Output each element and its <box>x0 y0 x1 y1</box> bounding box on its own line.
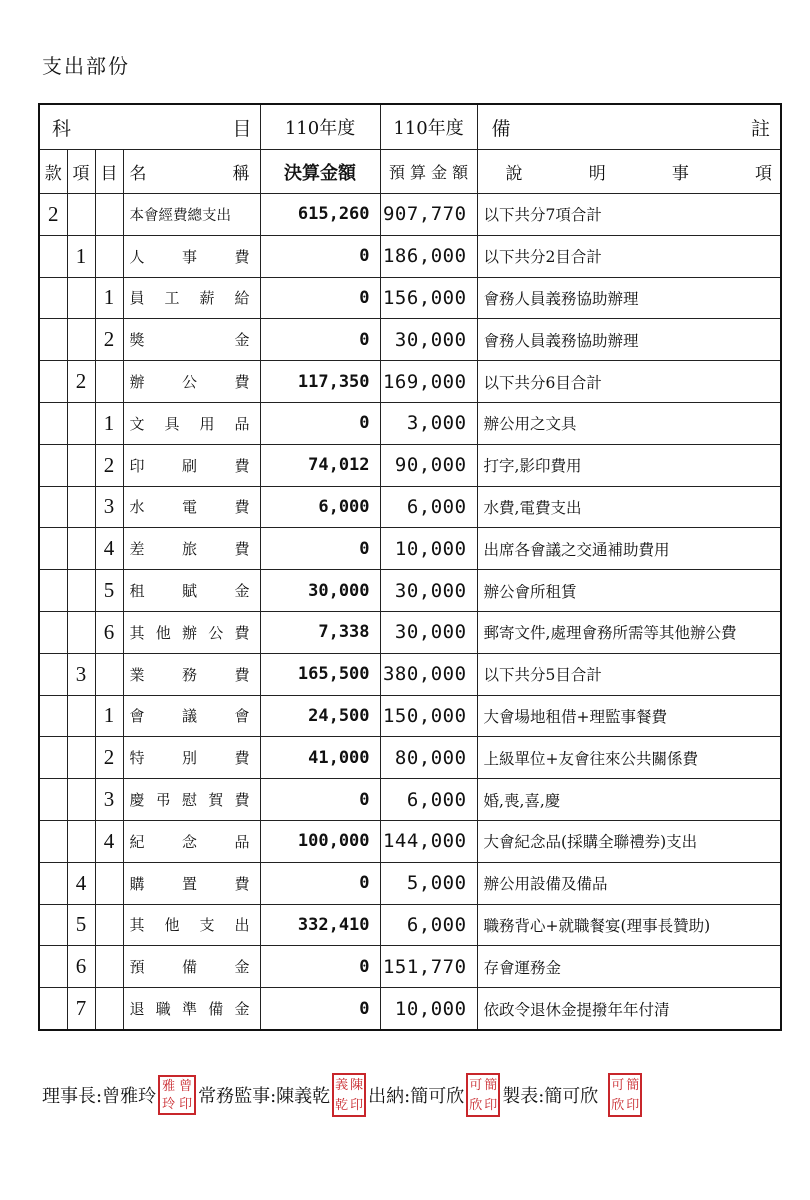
cell-name <box>123 486 260 528</box>
table-row <box>39 528 781 570</box>
cell-kuan <box>39 946 67 988</box>
table-row <box>39 444 781 486</box>
cell-final-amount: 74,012 <box>260 444 380 486</box>
cell-note: 依政令退休金提撥年年付清 <box>477 988 781 1030</box>
cell-final-amount: 6,000 <box>260 486 380 528</box>
header-row-1 <box>39 104 781 150</box>
cell-name-text: 會 議 會 <box>129 707 250 726</box>
preparer-seal-icon: 可 簡 欣 印 <box>608 1073 642 1117</box>
cell-mu: 5 <box>95 570 123 612</box>
table-row <box>39 779 781 821</box>
cell-xiang <box>67 611 95 653</box>
header-desc-4: 項 <box>755 164 772 184</box>
header-budget-amount: 預 算 金 額 <box>380 150 477 194</box>
cell-final-amount: 0 <box>260 946 380 988</box>
cell-xiang: 3 <box>67 653 95 695</box>
chairman-seal-icon: 雅 曾 玲 印 <box>158 1075 196 1115</box>
table-row <box>39 862 781 904</box>
cell-name <box>123 779 260 821</box>
cell-mu: 1 <box>95 402 123 444</box>
cell-name <box>123 988 260 1030</box>
table-row <box>39 277 781 319</box>
cell-budget-amount: 150,000 <box>380 695 477 737</box>
cell-xiang <box>67 570 95 612</box>
table-row <box>39 988 781 1030</box>
cell-kuan <box>39 235 67 277</box>
header-ke: 科 <box>52 117 72 140</box>
cell-final-amount: 0 <box>260 235 380 277</box>
cell-kuan <box>39 570 67 612</box>
header-desc <box>477 150 781 194</box>
cell-budget-amount: 169,000 <box>380 361 477 403</box>
cell-final-amount: 0 <box>260 862 380 904</box>
cell-mu: 4 <box>95 528 123 570</box>
cell-final-amount: 0 <box>260 988 380 1030</box>
cell-name <box>123 820 260 862</box>
cell-mu: 6 <box>95 611 123 653</box>
cell-note: 辦公用設備及備品 <box>477 862 781 904</box>
cell-budget-amount: 144,000 <box>380 820 477 862</box>
header-final-amount: 決算金額 <box>260 150 380 194</box>
table-row <box>39 611 781 653</box>
cell-name-text: 特 別 費 <box>129 749 250 768</box>
cell-xiang <box>67 820 95 862</box>
cell-name-text: 獎 金 <box>129 331 250 350</box>
cell-note: 上級單位+友會往來公共關係費 <box>477 737 781 779</box>
cell-kuan <box>39 277 67 319</box>
cell-budget-amount: 907,770 <box>380 194 477 236</box>
cell-budget-amount: 380,000 <box>380 653 477 695</box>
header-name-2: 稱 <box>232 164 250 184</box>
cell-mu <box>95 194 123 236</box>
cell-budget-amount: 30,000 <box>380 319 477 361</box>
cashier-seal-icon: 可 簡 欣 印 <box>466 1073 500 1117</box>
cell-note: 大會紀念品(採購全聯禮券)支出 <box>477 820 781 862</box>
cell-xiang <box>67 486 95 528</box>
cell-budget-amount: 30,000 <box>380 611 477 653</box>
cell-kuan <box>39 820 67 862</box>
cell-name <box>123 277 260 319</box>
cell-final-amount: 0 <box>260 277 380 319</box>
cell-mu: 3 <box>95 779 123 821</box>
cell-xiang: 1 <box>67 235 95 277</box>
page-title: 支出部份 <box>42 54 130 78</box>
cell-kuan <box>39 444 67 486</box>
cell-note: 會務人員義務協助辦理 <box>477 277 781 319</box>
cell-kuan <box>39 361 67 403</box>
cell-note: 以下共分2目合計 <box>477 235 781 277</box>
cell-name <box>123 862 260 904</box>
cell-xiang <box>67 695 95 737</box>
cell-mu <box>95 361 123 403</box>
cell-note: 大會場地租借+理監事餐費 <box>477 695 781 737</box>
cell-mu: 1 <box>95 277 123 319</box>
header-bei: 備 <box>491 117 511 140</box>
cell-budget-amount: 10,000 <box>380 528 477 570</box>
cell-final-amount: 100,000 <box>260 820 380 862</box>
cell-note: 以下共分6目合計 <box>477 361 781 403</box>
table-row <box>39 737 781 779</box>
cell-name <box>123 528 260 570</box>
header-desc-3: 事 <box>671 164 689 184</box>
header-name-1: 名 <box>129 164 147 184</box>
cell-mu: 2 <box>95 444 123 486</box>
cell-xiang <box>67 779 95 821</box>
cell-name <box>123 904 260 946</box>
cell-note: 婚,喪,喜,慶 <box>477 779 781 821</box>
cell-mu: 3 <box>95 486 123 528</box>
cell-xiang: 2 <box>67 361 95 403</box>
header-year-budget: 110年度 <box>380 104 477 150</box>
cell-final-amount: 0 <box>260 779 380 821</box>
table-row <box>39 319 781 361</box>
cell-final-amount: 24,500 <box>260 695 380 737</box>
cell-note: 以下共分5目合計 <box>477 653 781 695</box>
cell-name <box>123 361 260 403</box>
cell-kuan <box>39 319 67 361</box>
cell-name-text: 租 賦 金 <box>129 582 250 601</box>
cell-xiang <box>67 444 95 486</box>
cell-final-amount: 615,260 <box>260 194 380 236</box>
cell-name <box>123 402 260 444</box>
table-row <box>39 570 781 612</box>
cell-kuan <box>39 904 67 946</box>
cell-note: 郵寄文件,處理會務所需等其他辦公費 <box>477 611 781 653</box>
cell-name-text: 其 他 辦 公 費 <box>129 623 250 642</box>
cell-name <box>123 653 260 695</box>
cell-budget-amount: 151,770 <box>380 946 477 988</box>
cell-budget-amount: 6,000 <box>380 486 477 528</box>
cell-xiang: 7 <box>67 988 95 1030</box>
cell-name <box>123 611 260 653</box>
cell-mu <box>95 235 123 277</box>
cell-kuan: 2 <box>39 194 67 236</box>
cell-name <box>123 444 260 486</box>
cell-final-amount: 117,350 <box>260 361 380 403</box>
cell-mu <box>95 904 123 946</box>
cell-note: 辦公會所租賃 <box>477 570 781 612</box>
cell-note: 出席各會議之交通補助費用 <box>477 528 781 570</box>
cell-mu <box>95 653 123 695</box>
cell-name <box>123 319 260 361</box>
signature-line <box>42 1073 644 1117</box>
cell-budget-amount: 186,000 <box>380 235 477 277</box>
cell-note: 辦公用之文具 <box>477 402 781 444</box>
header-subject <box>39 104 260 150</box>
header-name <box>123 150 260 194</box>
cell-mu <box>95 862 123 904</box>
cell-budget-amount: 3,000 <box>380 402 477 444</box>
table-row <box>39 402 781 444</box>
cell-xiang: 6 <box>67 946 95 988</box>
cell-name <box>123 695 260 737</box>
cell-xiang <box>67 319 95 361</box>
table-row <box>39 946 781 988</box>
cell-mu: 2 <box>95 319 123 361</box>
cell-name-text: 其 他 支 出 <box>129 916 250 935</box>
cell-kuan <box>39 779 67 821</box>
header-mu: 目 <box>232 117 252 140</box>
cell-kuan <box>39 528 67 570</box>
cell-xiang <box>67 194 95 236</box>
cell-budget-amount: 156,000 <box>380 277 477 319</box>
cell-final-amount: 0 <box>260 528 380 570</box>
header-desc-2: 明 <box>588 164 606 184</box>
cell-note: 以下共分7項合計 <box>477 194 781 236</box>
cashier-label: 出納:簡可欣 <box>368 1086 465 1107</box>
cell-name-text: 紀 念 品 <box>129 832 250 851</box>
cell-budget-amount: 6,000 <box>380 904 477 946</box>
cell-budget-amount: 6,000 <box>380 779 477 821</box>
table-row <box>39 486 781 528</box>
cell-xiang <box>67 277 95 319</box>
header-mu2: 目 <box>95 150 123 194</box>
table-row <box>39 820 781 862</box>
cell-name <box>123 570 260 612</box>
cell-kuan <box>39 695 67 737</box>
cell-name <box>123 235 260 277</box>
table-row <box>39 904 781 946</box>
cell-budget-amount: 80,000 <box>380 737 477 779</box>
header-row-2 <box>39 150 781 194</box>
cell-kuan <box>39 653 67 695</box>
cell-name-text: 業 務 費 <box>129 665 250 684</box>
table-row <box>39 194 781 236</box>
cell-xiang <box>67 402 95 444</box>
chairman-label: 理事長:曾雅玲 <box>42 1086 157 1107</box>
cell-kuan <box>39 988 67 1030</box>
header-zhu: 註 <box>751 117 771 140</box>
cell-name <box>123 946 260 988</box>
cell-note: 職務背心+就職餐宴(理事長贊助) <box>477 904 781 946</box>
header-kuan: 款 <box>39 150 67 194</box>
cell-final-amount: 0 <box>260 319 380 361</box>
cell-budget-amount: 90,000 <box>380 444 477 486</box>
cell-final-amount: 165,500 <box>260 653 380 695</box>
table-row <box>39 361 781 403</box>
cell-note: 打字,影印費用 <box>477 444 781 486</box>
table-row <box>39 695 781 737</box>
cell-kuan <box>39 402 67 444</box>
cell-budget-amount: 5,000 <box>380 862 477 904</box>
cell-mu: 4 <box>95 820 123 862</box>
supervisor-label: 常務監事:陳義乾 <box>198 1086 331 1107</box>
table-row <box>39 653 781 695</box>
cell-xiang: 4 <box>67 862 95 904</box>
cell-kuan <box>39 862 67 904</box>
cell-note: 會務人員義務協助辦理 <box>477 319 781 361</box>
expenditure-table <box>38 103 782 1031</box>
cell-final-amount: 7,338 <box>260 611 380 653</box>
cell-xiang: 5 <box>67 904 95 946</box>
cell-xiang <box>67 528 95 570</box>
cell-mu <box>95 988 123 1030</box>
cell-name-text: 文 具 用 品 <box>129 414 250 433</box>
cell-name-text: 水 電 費 <box>129 498 250 517</box>
cell-mu: 1 <box>95 695 123 737</box>
cell-final-amount: 0 <box>260 402 380 444</box>
header-desc-1: 說 <box>505 164 523 184</box>
cell-kuan <box>39 486 67 528</box>
cell-kuan <box>39 737 67 779</box>
cell-final-amount: 332,410 <box>260 904 380 946</box>
cell-name-text: 人 事 費 <box>129 247 250 266</box>
cell-mu: 2 <box>95 737 123 779</box>
cell-name-text: 退 職 準 備 金 <box>129 1000 250 1019</box>
cell-mu <box>95 946 123 988</box>
cell-name <box>123 737 260 779</box>
cell-note: 水費,電費支出 <box>477 486 781 528</box>
cell-name-text: 印 刷 費 <box>129 456 250 475</box>
cell-final-amount: 41,000 <box>260 737 380 779</box>
supervisor-seal-icon: 義 陳 乾 印 <box>332 1073 366 1117</box>
cell-name-text: 差 旅 費 <box>129 540 250 559</box>
cell-budget-amount: 10,000 <box>380 988 477 1030</box>
header-remarks <box>477 104 781 150</box>
preparer-label: 製表:簡可欣 <box>502 1086 599 1107</box>
cell-name-text: 預 備 金 <box>129 958 250 977</box>
cell-kuan <box>39 611 67 653</box>
cell-name-text: 員 工 薪 給 <box>129 289 250 308</box>
cell-name-text: 購 置 費 <box>129 874 250 893</box>
cell-name-text: 慶 弔 慰 賀 費 <box>129 791 250 810</box>
cell-final-amount: 30,000 <box>260 570 380 612</box>
table-row <box>39 235 781 277</box>
cell-note: 存會運務金 <box>477 946 781 988</box>
cell-name: 本會經費總支出 <box>123 194 260 236</box>
header-xiang: 項 <box>67 150 95 194</box>
header-year-final: 110年度 <box>260 104 380 150</box>
cell-name-text: 辦 公 費 <box>129 373 250 392</box>
cell-xiang <box>67 737 95 779</box>
cell-budget-amount: 30,000 <box>380 570 477 612</box>
